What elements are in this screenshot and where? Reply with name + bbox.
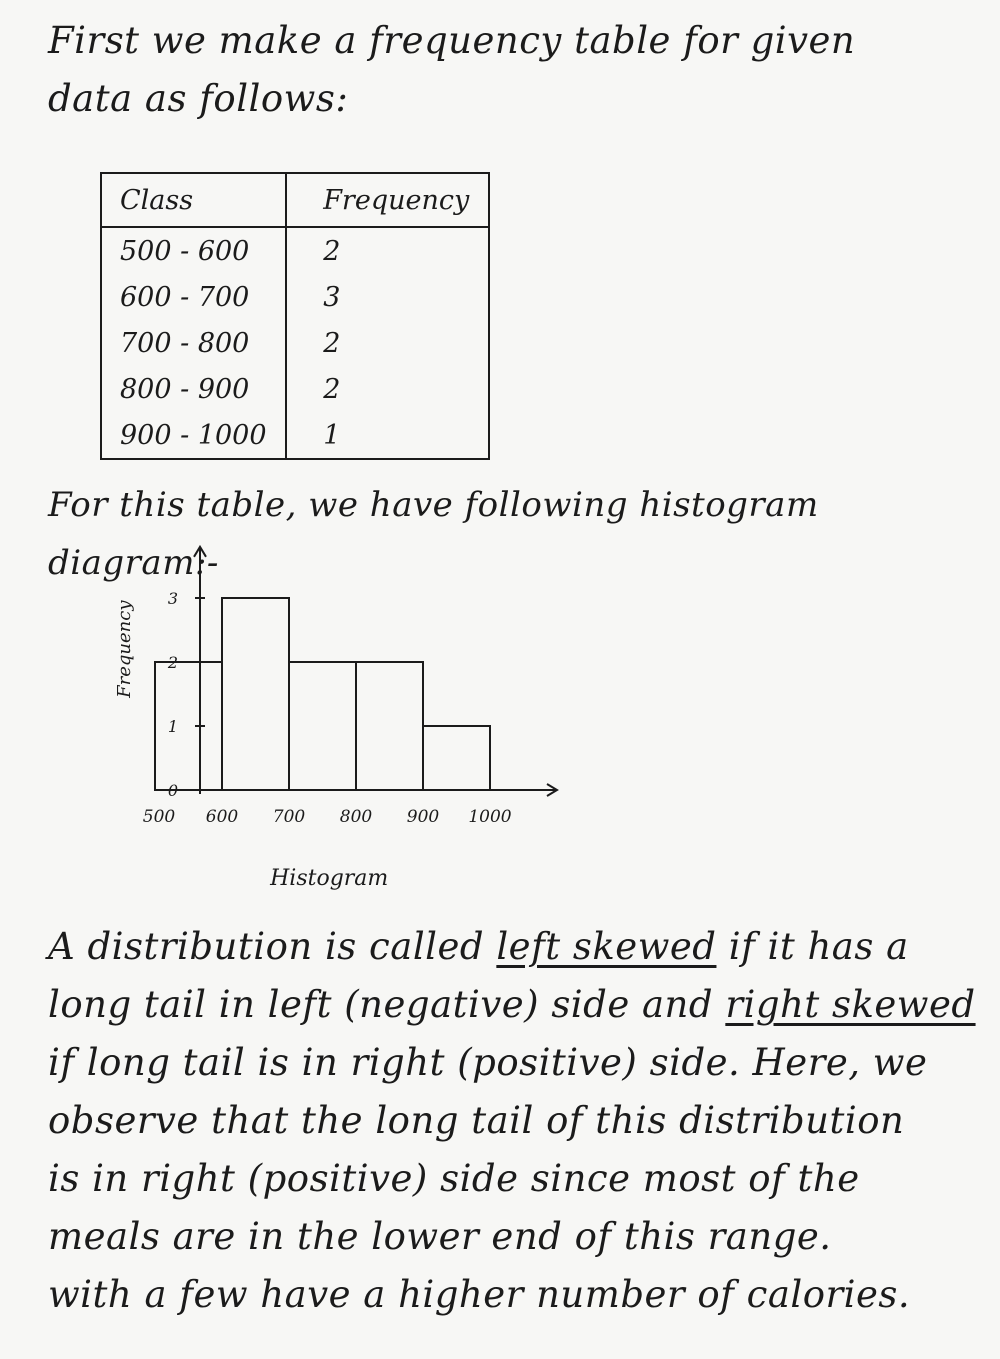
histogram-bar	[356, 662, 423, 790]
table-row	[101, 227, 489, 274]
table-row	[101, 274, 489, 320]
explanation-line-1	[48, 918, 968, 976]
x-tick-label: 600	[205, 807, 239, 827]
cell-frequency: 1	[286, 412, 489, 459]
histogram-bar	[423, 726, 490, 790]
histogram-bar	[289, 662, 356, 790]
explanation-text: A distribution is called	[48, 925, 497, 968]
histogram-bar	[222, 598, 289, 790]
cell-class: 500 - 600	[101, 227, 286, 274]
x-tick-label: 700	[272, 807, 306, 827]
explanation-paragraph	[48, 918, 976, 1324]
header-frequency: Frequency	[286, 173, 489, 227]
table-row	[101, 366, 489, 412]
chart-title: Histogram	[270, 866, 389, 891]
cell-frequency: 2	[286, 366, 489, 412]
explanation-text: if it has a	[716, 925, 909, 968]
y-tick-label: 1	[167, 717, 179, 736]
histogram-chart	[110, 540, 710, 900]
explanation-line-7: with a few have a higher number of calories.	[48, 1273, 911, 1316]
x-tick-label: 1000	[468, 807, 512, 827]
term-right-skewed: right skewed	[725, 983, 976, 1026]
x-tick-label: 800	[339, 807, 373, 827]
cell-class: 900 - 1000	[101, 412, 286, 459]
histogram-intro-text: For this table, we have following histogram diagram:-	[48, 485, 819, 583]
y-tick-label: 3	[167, 589, 179, 608]
term-left-skewed: left skewed	[496, 925, 717, 968]
cell-frequency: 2	[286, 227, 489, 274]
table-row	[101, 320, 489, 366]
y-tick-label: 0	[167, 781, 179, 800]
cell-class: 700 - 800	[101, 320, 286, 366]
explanation-line-2	[48, 976, 976, 1034]
explanation-line-3: if long tail is in right (positive) side. Here, we	[48, 1041, 928, 1084]
table-row	[101, 412, 489, 459]
frequency-table	[100, 172, 490, 460]
intro-line-1: First we make a frequency table for given	[48, 19, 856, 62]
explanation-line-4: observe that the long tail of this distribution	[48, 1099, 905, 1142]
cell-class: 800 - 900	[101, 366, 286, 412]
cell-class: 600 - 700	[101, 274, 286, 320]
x-tick-label: 900	[406, 807, 440, 827]
header-class: Class	[101, 173, 286, 227]
frequency-table-container	[100, 172, 490, 460]
y-tick-label: 2	[167, 653, 179, 672]
explanation-text: long tail in left (negative) side and	[48, 983, 726, 1026]
explanation-line-6: meals are in the lower end of this range.	[48, 1215, 832, 1258]
table-header-row	[101, 173, 489, 227]
x-tick-label: 500	[142, 807, 176, 827]
histogram-bar	[155, 662, 222, 790]
explanation-line-5: is in right (positive) side since most of the	[48, 1157, 860, 1200]
cell-frequency: 2	[286, 320, 489, 366]
cell-frequency: 3	[286, 274, 489, 320]
intro-paragraph	[48, 12, 948, 128]
intro-line-2: data as follows:	[48, 77, 349, 120]
y-axis-label: Frequency	[114, 600, 135, 698]
